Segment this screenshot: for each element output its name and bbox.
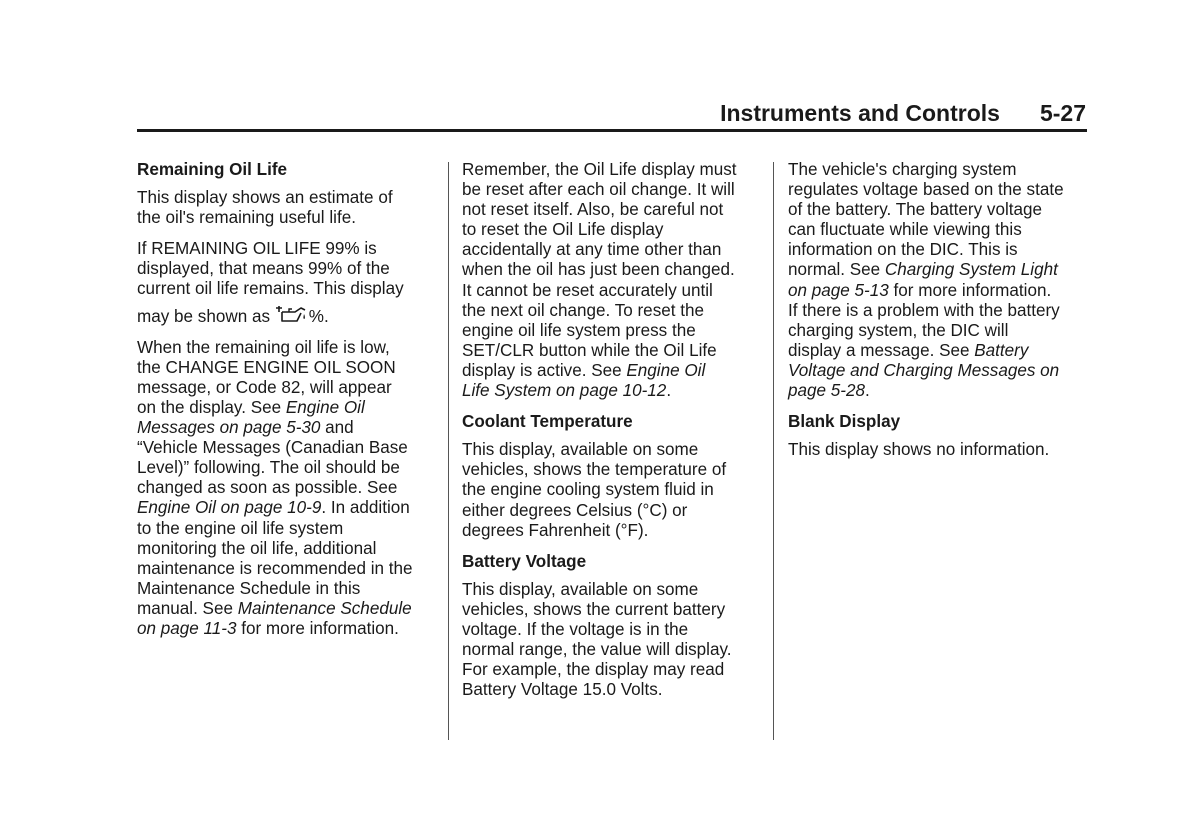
text-line xyxy=(462,341,762,361)
text-run: maintenance is recommended in the xyxy=(137,558,413,578)
text-line xyxy=(788,200,1088,220)
text-line xyxy=(137,338,437,358)
text-line xyxy=(462,200,762,220)
text-line xyxy=(462,580,762,600)
cross-reference-text: Engine Oil xyxy=(626,360,706,380)
text-line xyxy=(788,260,1088,280)
cross-reference-text: Charging System Light xyxy=(884,260,1058,280)
cross-reference-text: Maintenance Schedule xyxy=(237,598,412,618)
text-run: “Vehicle Messages (Canadian Base xyxy=(137,438,408,458)
text-line xyxy=(462,480,762,500)
text-run: Level)” following. The oil should be xyxy=(137,458,400,478)
text-line: This display shows an estimate of xyxy=(137,188,393,208)
text-line xyxy=(788,180,1088,200)
cross-reference-text: Voltage and Charging Messages on xyxy=(788,360,1060,380)
text-run: For example, the display may read xyxy=(462,660,725,680)
text-line xyxy=(462,460,762,480)
column-3 xyxy=(788,160,1088,460)
oil-life-icon-line xyxy=(137,304,437,327)
text-run: SET/CLR button while the Oil Life xyxy=(462,340,717,360)
page-header xyxy=(720,100,1086,127)
text-line xyxy=(462,600,762,620)
text-run: The vehicle's charging system xyxy=(788,160,1017,179)
text-run: . xyxy=(666,381,672,401)
page-number: 5-27 xyxy=(1039,100,1086,126)
paragraph-oil-life-reset xyxy=(462,160,762,401)
text-run: be reset after each oil change. It will xyxy=(462,180,735,200)
text-run: monitoring the oil life, additional xyxy=(137,538,377,558)
text-line xyxy=(462,680,762,700)
text-line xyxy=(137,619,437,639)
text-run: for more information. xyxy=(236,618,399,638)
paragraph-battery-voltage xyxy=(462,580,762,701)
text-run: This display shows no information. xyxy=(788,440,1050,460)
text-run: the engine cooling system fluid in xyxy=(462,480,714,500)
text-line xyxy=(137,458,437,478)
text-run: Maintenance Schedule in this xyxy=(137,578,361,598)
text-run: regulates voltage based on the state xyxy=(788,180,1064,200)
column-1 xyxy=(137,160,437,650)
text-line xyxy=(137,418,437,438)
text-line xyxy=(137,539,437,559)
text-line xyxy=(462,260,762,280)
column-2 xyxy=(462,160,762,700)
text-run: accidentally at any time other than xyxy=(462,240,722,260)
text-run: engine oil life system press the xyxy=(462,320,696,340)
text-line xyxy=(137,498,437,518)
text-line xyxy=(462,240,762,260)
text-line xyxy=(462,160,762,180)
text-run: vehicles, shows the current battery xyxy=(462,599,726,619)
section-title: Instruments and Controls xyxy=(720,100,1000,126)
text-line xyxy=(137,398,437,418)
text-line xyxy=(137,438,437,458)
text-run: Remember, the Oil Life display must xyxy=(462,160,737,179)
text-run: Battery Voltage 15.0 Volts. xyxy=(462,680,663,700)
text-line xyxy=(788,440,1088,460)
text-line: If REMAINING OIL LIFE 99% is xyxy=(137,239,377,259)
text-line xyxy=(788,160,1088,180)
text-run: When the remaining oil life is low, xyxy=(137,337,390,357)
text-run: If there is a problem with the battery xyxy=(788,300,1060,320)
text-run: of the battery. The battery voltage xyxy=(788,200,1043,220)
text-run: on the display. See xyxy=(137,397,286,417)
text-run: to the engine oil life system xyxy=(137,518,344,538)
text-line xyxy=(462,281,762,301)
heading-battery-voltage: Battery Voltage xyxy=(462,551,587,571)
text-line xyxy=(788,341,1088,361)
text-run: charging system, the DIC will xyxy=(788,320,1009,340)
text-line xyxy=(788,321,1088,341)
text-line xyxy=(462,361,762,381)
text-run: This display, available on some xyxy=(462,440,699,460)
text-line xyxy=(137,559,437,579)
paragraph-oil-life-99-lines xyxy=(137,239,437,299)
text-line xyxy=(462,521,762,541)
text-line xyxy=(137,519,437,539)
header-rule xyxy=(137,129,1087,132)
cross-reference-text: on page 5-13 xyxy=(788,280,889,300)
cross-reference-text: Engine Oil xyxy=(285,397,365,417)
text-line xyxy=(137,599,437,619)
text-line xyxy=(462,381,762,401)
text-line xyxy=(462,640,762,660)
oil-life-prefix: may be shown as xyxy=(137,306,271,326)
oil-can-icon xyxy=(275,304,309,324)
text-run: manual. See xyxy=(137,598,238,618)
text-line xyxy=(788,361,1088,381)
column-divider-1 xyxy=(448,162,449,740)
text-run: for more information. xyxy=(888,280,1052,300)
oil-life-suffix: %. xyxy=(308,306,329,326)
paragraph-oil-life-low xyxy=(137,338,437,639)
paragraph-charging-system xyxy=(788,160,1088,401)
text-run: . xyxy=(865,381,870,401)
text-run: It cannot be reset accurately until xyxy=(462,280,713,300)
text-run: either degrees Celsius (°C) or xyxy=(462,500,688,520)
text-line xyxy=(462,440,762,460)
text-run: normal. See xyxy=(788,260,885,280)
text-run: . In addition xyxy=(321,498,410,518)
text-line xyxy=(462,620,762,640)
text-line xyxy=(462,660,762,680)
text-line xyxy=(462,301,762,321)
cross-reference-text: on page 11-3 xyxy=(137,618,237,638)
text-run: information on the DIC. This is xyxy=(788,240,1018,260)
text-line xyxy=(137,579,437,599)
text-run: This display, available on some xyxy=(462,579,699,599)
text-line xyxy=(788,301,1088,321)
paragraph-oil-life-intro xyxy=(137,188,437,228)
text-run: to reset the Oil Life display xyxy=(462,220,664,240)
text-line: displayed, that means 99% of the xyxy=(137,259,390,279)
text-line xyxy=(788,281,1088,301)
text-line xyxy=(788,220,1088,240)
cross-reference-text: Messages on page 5-30 xyxy=(137,418,321,438)
cross-reference-text: page 5-28 xyxy=(788,381,865,401)
text-run: display a message. See xyxy=(788,340,975,360)
text-run: not reset itself. Also, be careful not xyxy=(462,200,724,220)
heading-coolant-temperature: Coolant Temperature xyxy=(462,412,633,432)
text-line xyxy=(788,381,1088,401)
text-line xyxy=(462,220,762,240)
heading-remaining-oil-life: Remaining Oil Life xyxy=(137,160,288,179)
text-line xyxy=(462,180,762,200)
column-divider-2 xyxy=(773,162,774,740)
text-run: the CHANGE ENGINE OIL SOON xyxy=(137,357,396,377)
text-line xyxy=(462,501,762,521)
text-run: display is active. See xyxy=(462,360,627,380)
text-line: the oil's remaining useful life. xyxy=(137,208,356,228)
text-run: and xyxy=(320,418,354,438)
paragraph-coolant-temperature xyxy=(462,440,762,540)
cross-reference-text: Life System on page 10-12 xyxy=(462,381,667,401)
text-line xyxy=(788,240,1088,260)
text-line xyxy=(137,478,437,498)
text-run: normal range, the value will display. xyxy=(462,640,732,660)
text-line xyxy=(137,358,437,378)
paragraph-oil-life-99 xyxy=(137,239,437,326)
text-run: the next oil change. To reset the xyxy=(462,300,705,320)
text-run: vehicles, shows the temperature of xyxy=(462,460,727,480)
text-run: degrees Fahrenheit (°F). xyxy=(462,520,649,540)
text-line: current oil life remains. This display xyxy=(137,279,404,299)
text-run: changed as soon as possible. See xyxy=(137,478,398,498)
cross-reference-text: Engine Oil on page 10-9 xyxy=(137,498,322,518)
text-run: message, or Code 82, will appear xyxy=(137,377,392,397)
heading-blank-display: Blank Display xyxy=(788,412,901,432)
cross-reference-text: Battery xyxy=(974,340,1029,360)
text-run: can fluctuate while viewing this xyxy=(788,220,1022,240)
text-run: when the oil has just been changed. xyxy=(462,260,735,280)
paragraph-blank-display xyxy=(788,440,1088,460)
text-line xyxy=(462,321,762,341)
text-run: voltage. If the voltage is in the xyxy=(462,619,689,639)
text-line xyxy=(137,378,437,398)
